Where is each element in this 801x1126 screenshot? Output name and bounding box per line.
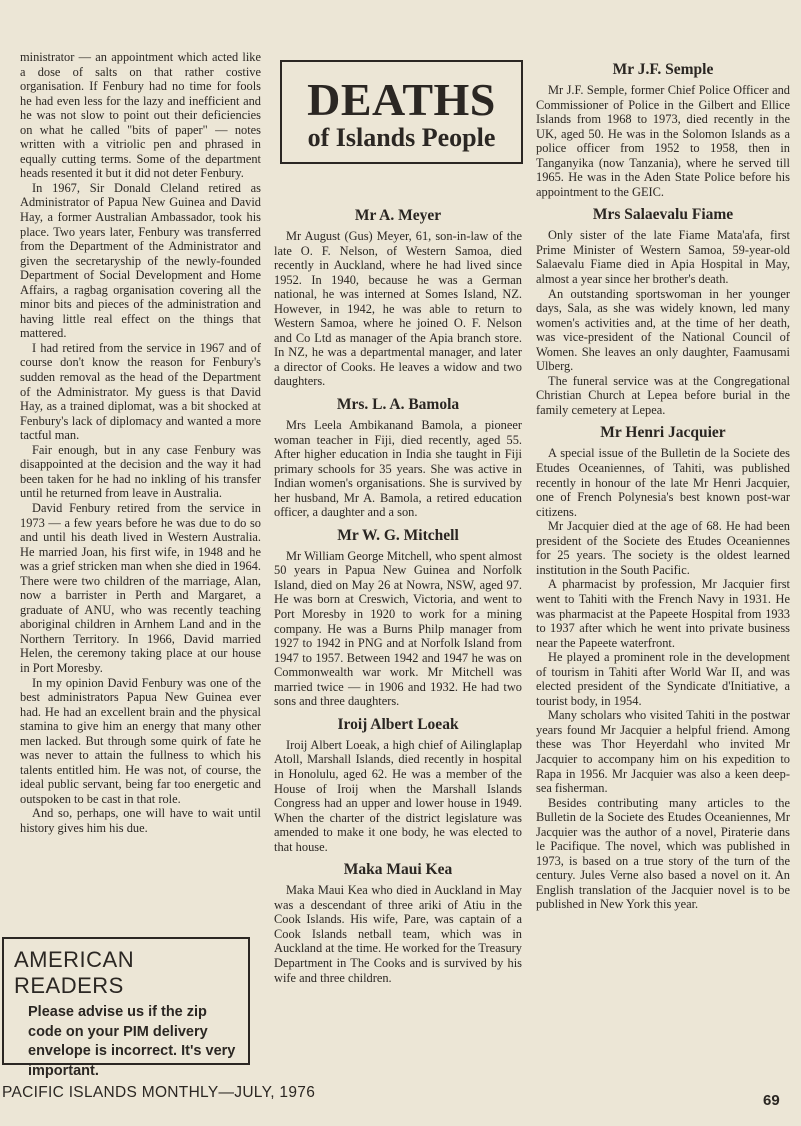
- obituary-heading: Mr Henri Jacquier: [600, 424, 726, 442]
- obituary-text: He played a prominent role in the development of tourism in Tahiti after World War II, and was elected president of the Syndicate d'Initiative, a tourist body, in 1954.: [536, 650, 790, 708]
- section-masthead: [280, 60, 523, 164]
- obituary-text: The funeral service was at the Congregational Christian Church at Lepea before burial in the family cemetery at Lepea.: [536, 373, 790, 417]
- obituary-text: Mr William George Mitchell, who spent almost 50 years in Papua New Guinea and Norfolk Island, died on May 26 at Nowra, NSW, aged 97. He was born at Creswich, Victoria, and went to Port Moresby in 1920 to work for a mining company. He was a Burns Philp manager from 1927 to 1942 in PNG and at Norfolk Island from 1947 to 1957. Between 1942 and 1947 he was on Commonwealth war work. Mr Mitchell was married twice — in 1906 and 1932. He had two sons and three daughters.: [274, 548, 522, 709]
- publication-footer: PACIFIC ISLANDS MONTHLY—JULY, 1976: [2, 1084, 316, 1101]
- paragraph: David Fenbury retired from the service in 1973 — a few years before he was due to do so and until his death lived in Western Australia. He married Joan, his first wife, in 1948 and he was a grief stricken man when she died in 1964. There were two children of the marriage, Alan, now a barrister in Perth and Margaret, a graduate of ANU, who was recently teaching aboriginal children in Arnhem Land and in the Northern Territory. In 1966, David married Helen, the ceremony taking place at our house in Port Moresby.: [20, 500, 261, 675]
- obituary-heading: Mr W. G. Mitchell: [337, 526, 459, 544]
- obituary-text: Many scholars who visited Tahiti in the postwar years found Mr Jacquier a helpful friend. Among these was Thor Heyerdahl who invited Mr Jacquier to accompany him on his expedition to Rapa in 1956. Mr Jacquier was also a keen deep-sea fisherman.: [536, 708, 790, 796]
- column-2-obituaries: [274, 200, 522, 985]
- column-3-obituaries: [536, 60, 790, 912]
- obituary-text: A pharmacist by profession, Mr Jacquier first went to Tahiti with the French Navy in 1931. He was pharmacist at the Papeete Hospital from 1933 to 1937 after which he went into private business near the Papeete waterfront.: [536, 577, 790, 650]
- page-number: 69: [763, 1092, 780, 1109]
- masthead-subtitle: of Islands People: [307, 123, 496, 152]
- paragraph: And so, perhaps, one will have to wait until history gives him his due.: [20, 806, 261, 835]
- obituary-text: An outstanding sportswoman in her younger days, Sala, as she was widely known, led many women's activities and, at the time of her death, was vice-president of the National Council of Women. She leaves an only daughter, Faamusami Ulberg.: [536, 286, 790, 374]
- paragraph: In 1967, Sir Donald Cleland retired as Administrator of Papua New Guinea and David Hay, a former Australian Ambassador, took his place. Two years later, Fenbury was transferred from the Department of the Administrator and given the secretaryship of the newly-founded Department of Social Development and Home Affairs, a ragbag organisation covering all the minor bits and pieces of the administration and having little real effect on the things that mattered.: [20, 180, 261, 341]
- obituary-text: Iroij Albert Loeak, a high chief of Ailinglaplap Atoll, Marshall Islands, died recently in hospital in Honolulu, aged 62. He was a member of the House of Iroij when the Marshall Islands Congress had an upper and lower house in 1949. When the charter of the district legislature was amended to make it one body, he was elected to that house.: [274, 737, 522, 854]
- obituary-heading: Mr A. Meyer: [354, 207, 442, 224]
- obituary-text: Mr August (Gus) Meyer, 61, son-in-law of the late O. F. Nelson, of Western Samoa, died recently in Auckland, where he had lived since 1952. In 1940, because he was a German national, he was interned at Somes Island, NZ. However, in 1942, he was able to return to Western Samoa, where he joined O. F. Nelson and Co Ltd as manager of the Apia branch store. In NZ, he was a departmental manager, and later a director of Cooks. He leaves a widow and two daughters.: [274, 229, 522, 389]
- obituary-heading: Mr J.F. Semple: [612, 61, 714, 78]
- obituary-text: Besides contributing many articles to the Bulletin de la Societe des Etudes Oceaniennes, Mr Jacquier was the author of a novel, Piraterie dans le Pacifique. The novel, which was published in 1973, is based on a true story of the turn of the century. Jules Verne also based a novel on it. An English translation of the Jacquier novel is to be published in New York this year.: [536, 795, 790, 912]
- notice-heading: AMERICAN READERS: [14, 947, 135, 998]
- obituary-text: Mr Jacquier died at the age of 68. He had been president of the Societe des Etudes Oceaniennes for 25 years. The society is the oldest learned institution in the South Pacific.: [536, 519, 790, 577]
- paragraph: In my opinion David Fenbury was one of the best administrators Papua New Guinea ever had. He had an excellent brain and the physical stamina to give him an energy that many other men lacked. But through some quirk of fate he was never to attain the fullness to which his talents entitled him. He was not, of course, the ideal public servant, being far too energetic and outspoken to be cast in that role.: [20, 675, 261, 806]
- obituary-heading: Maka Maui Kea: [343, 861, 453, 879]
- american-readers-notice: [2, 937, 250, 1079]
- obituary-text: Maka Maui Kea who died in Auckland in May was a descendant of three ariki of Atiu in the Cook Islands. His wife, Pare, was captain of a Cook Islands netball team, which was in Auckland at the time. He worked for the Treasury Department in The Cooks and is survived by his wife and three children.: [274, 883, 522, 985]
- notice-body: Please advise us if the zip code on your PIM delivery envelope is incorrect. It's very important.: [28, 1004, 236, 1079]
- obituary-heading: Mrs Salaevalu Fiame: [592, 206, 734, 224]
- obituary-heading: Mrs. L. A. Bamola: [336, 396, 460, 414]
- masthead-title: DEATHS: [307, 74, 496, 125]
- column-1-continuation: [20, 50, 261, 836]
- paragraph: Fair enough, but in any case Fenbury was disappointed at the decision and the way it had been taken for he had no inkling of his transfer until he returned from leave in Australia.: [20, 442, 261, 501]
- obituary-text: Mr J.F. Semple, former Chief Police Officer and Commissioner of Police in the Gilbert and Ellice Islands from 1968 to 1973, died recently in the UK, aged 50. He was in the Solomon Islands as a police officer from 1952 to 1958, then in Tanganyika (now Tanzania), where he served till 1965. He was in the Aden State Police before his appointment to the GEIC.: [536, 83, 790, 199]
- obituary-text: A special issue of the Bulletin de la Societe des Etudes Oceaniennes, of Tahiti, was published recently in honour of the late Mr Henri Jacquier, one of French Polynesia's best known post-war citizens.: [536, 446, 790, 519]
- obituary-text: Mrs Leela Ambikanand Bamola, a pioneer woman teacher in Fiji, died recently, aged 55. After higher education in India she taught in Fiji primary schools for 35 years. She was active in Indian women's organisations. She is survived by her husband, Mr A. Bamola, a retired education officer, a daughter and a son.: [274, 418, 522, 520]
- obituary-text: Only sister of the late Fiame Mata'afa, first Prime Minister of Western Samoa, 59-year-old Salaevalu Fiame died in Apia Hospital in May, almost a year since her brother's death.: [536, 228, 790, 287]
- obituary-heading: Iroij Albert Loeak: [337, 715, 459, 733]
- paragraph: I had retired from the service in 1967 and of course don't know the reason for Fenbury's sudden removal as the head of the Department of the Administrator. My guess is that David Hay, as a trained diplomat, was a bit shocked at Fenbury's lack of diplomacy and wanted a more tactful man.: [20, 340, 261, 443]
- paragraph: ministrator — an appointment which acted like a dose of salts on that rather costive organisation. If Fenbury had no time for fools he had even less for the lazy and inefficient and he was not slow to point out their deficiencies on what he called "bits of paper" — notes written with a vitriolic pen and phrased in equally cutting terms. Some of the department heads resented it but it did not deter Fenbury.: [20, 50, 261, 181]
